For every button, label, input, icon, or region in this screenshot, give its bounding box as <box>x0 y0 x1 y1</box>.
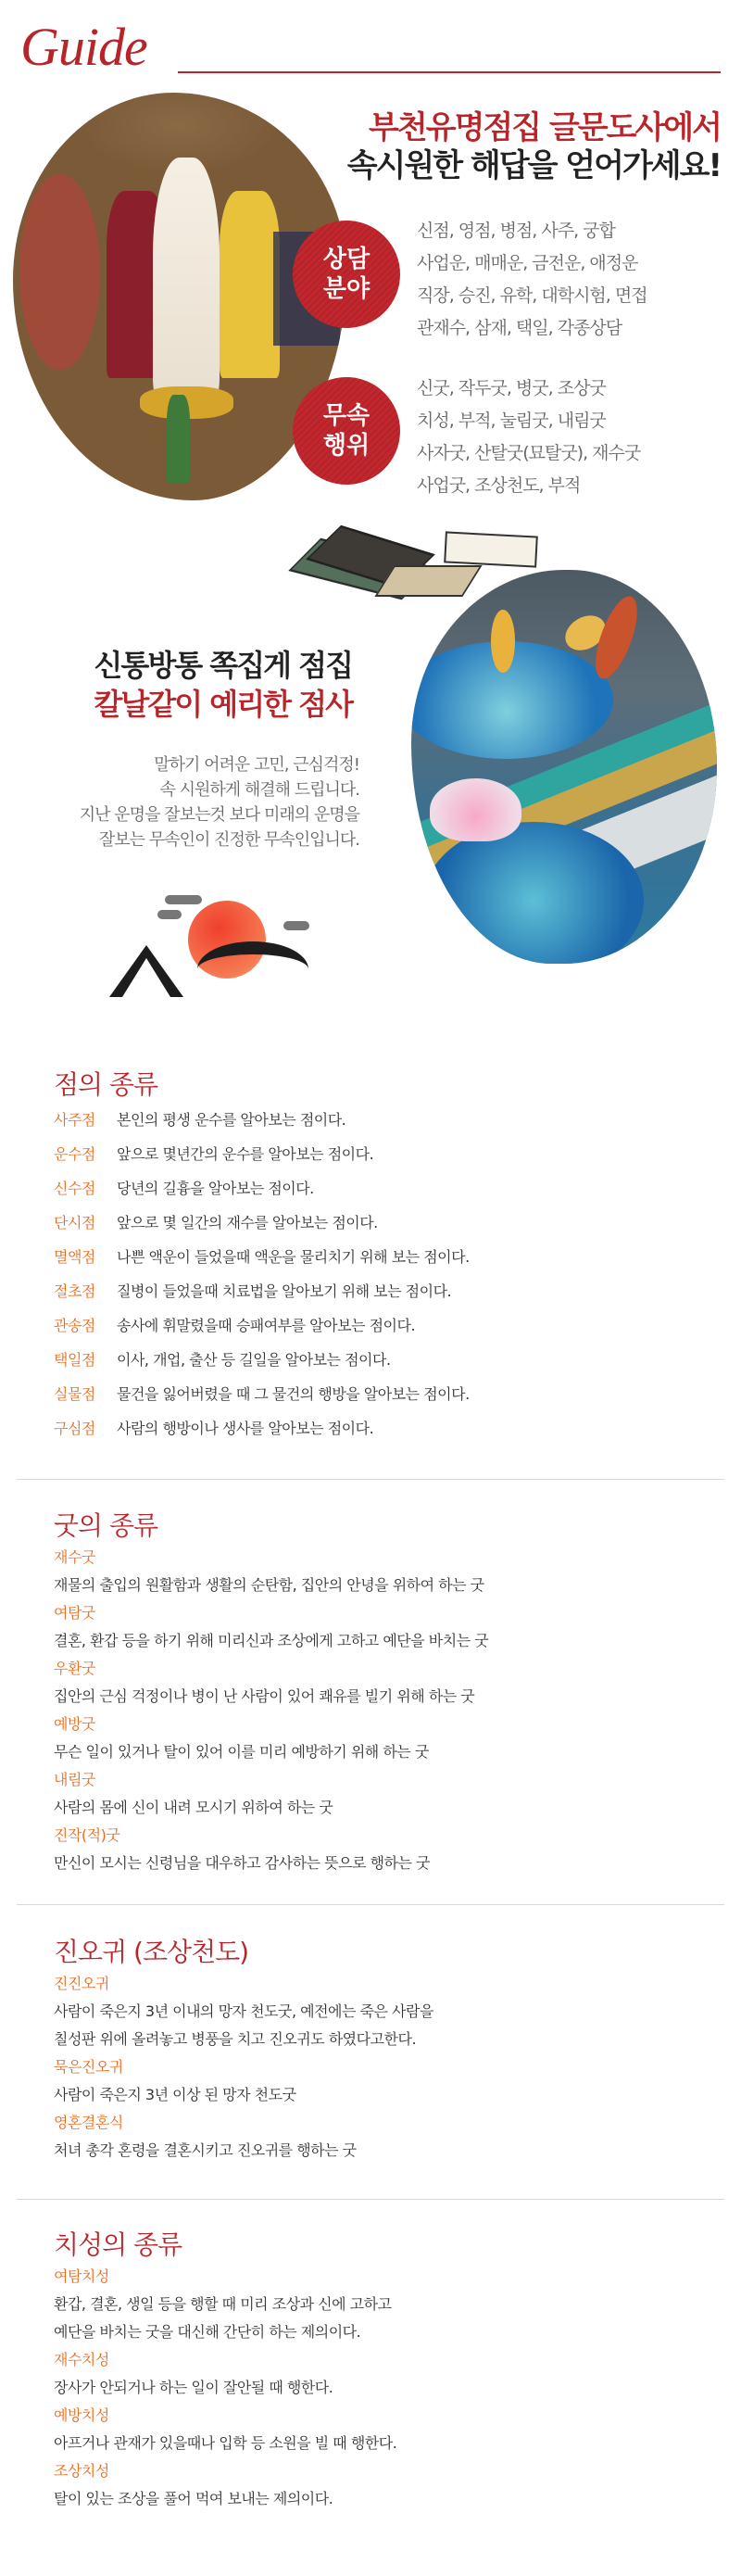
item-desc: 질병이 들었을때 치료법을 알아보기 위해 보는 점이다. <box>117 1282 452 1300</box>
item-desc: 장사가 안되거나 하는 일이 잘안될 때 행한다. <box>54 2378 333 2396</box>
intro-title-line2: 칼날같이 예리한 점사 <box>94 686 352 722</box>
soju-bottle <box>167 395 190 485</box>
koi-fish <box>491 610 515 673</box>
ritual-item: 신굿, 작두굿, 병굿, 조상굿 <box>417 378 606 398</box>
ritual-item: 사업굿, 조상천도, 부적 <box>417 475 581 496</box>
item-desc: 앞으로 몇 일간의 재수를 알아보는 점이다. <box>117 1213 378 1231</box>
item-name: 진작(적)굿 <box>54 1825 120 1844</box>
item-name: 재수굿 <box>54 1547 95 1566</box>
koi-lotus-artwork-photo <box>411 570 717 964</box>
item-name: 구심점 <box>54 1419 95 1437</box>
intro-title <box>94 647 353 724</box>
cloud-icon <box>157 910 182 919</box>
list-item <box>54 1206 724 1240</box>
ritual-badge <box>293 377 400 485</box>
wall-painting-decoration <box>19 174 99 370</box>
guide-title: Guide <box>20 17 147 77</box>
item-name: 신수점 <box>54 1179 95 1197</box>
item-name: 예방치성 <box>54 2406 109 2424</box>
ritual-badge-line1: 무속 <box>322 401 370 430</box>
item-name: 사주점 <box>54 1110 95 1129</box>
section-title: 치성의 종류 <box>54 2229 182 2260</box>
list-item <box>54 1308 724 1343</box>
item-name: 예방굿 <box>54 1714 95 1733</box>
list-item <box>54 1171 724 1206</box>
item-name: 운수점 <box>54 1144 95 1163</box>
item-name: 조상치성 <box>54 2461 109 2480</box>
item-desc: 사람의 행방이나 생사를 알아보는 점이다. <box>117 1419 374 1437</box>
consult-item: 신점, 영점, 병점, 사주, 궁합 <box>417 221 615 241</box>
consult-field-badge <box>293 221 400 328</box>
painted-figure-yellow <box>220 191 280 378</box>
item-name: 관송점 <box>54 1316 95 1334</box>
intro-desc-line: 말하기 어려운 고민, 근심걱정! <box>154 755 359 775</box>
section-divider <box>17 1479 724 1480</box>
item-desc: 사람이 죽은지 3년 이내의 망자 천도굿, 예전에는 죽은 사람을 <box>54 2001 433 2020</box>
item-desc: 환갑, 결혼, 생일 등을 행할 때 미리 조상과 신에 고하고 <box>54 2294 392 2313</box>
item-name: 멸액점 <box>54 1247 95 1266</box>
item-name: 재수치성 <box>54 2350 109 2368</box>
list-item <box>54 1343 724 1377</box>
section-title: 점의 종류 <box>54 1069 158 1100</box>
item-name: 실물점 <box>54 1384 95 1403</box>
list-item <box>54 1377 724 1411</box>
intro-description <box>80 752 359 852</box>
item-desc: 집안의 근심 걱정이나 병이 난 사람이 있어 쾌유를 빌기 위해 하는 굿 <box>54 1686 475 1705</box>
cloud-icon <box>165 895 202 904</box>
ink-sun-mountain-illustration <box>109 890 322 1001</box>
section-title: 굿의 종류 <box>54 1510 158 1541</box>
item-desc: 사람의 몸에 신이 내려 모시기 위하여 하는 굿 <box>54 1798 333 1816</box>
item-name: 진진오귀 <box>54 1974 109 1992</box>
ink-mountain-right <box>197 941 308 997</box>
hero-title-line2: 속시원한 해답을 얻어가세요! <box>346 146 721 184</box>
title-underline <box>178 71 721 73</box>
item-desc: 당년의 길흉을 알아보는 점이다. <box>117 1179 314 1197</box>
item-desc: 처녀 총각 혼령을 결혼시키고 진오귀를 행하는 굿 <box>54 2140 357 2159</box>
lotus-flower <box>430 778 521 841</box>
consult-field-list <box>417 215 647 345</box>
item-desc: 본인의 평생 운수를 알아보는 점이다. <box>117 1110 346 1129</box>
ritual-badge-line2: 행위 <box>322 432 370 460</box>
item-desc: 송사에 휘말렸을때 승패여부를 알아보는 점이다. <box>117 1316 416 1334</box>
item-name: 우환굿 <box>54 1659 95 1677</box>
item-name: 절초점 <box>54 1282 95 1300</box>
section-title: 진오귀 (조상천도) <box>54 1937 249 1967</box>
chiseong-types-section <box>54 2229 724 2513</box>
intro-title-line1: 신통방통 쪽집게 점집 <box>94 648 352 683</box>
fortune-types-section <box>54 1069 724 1446</box>
list-item <box>54 1137 724 1171</box>
item-name: 영혼결혼식 <box>54 2113 123 2131</box>
item-desc: 탈이 있는 조상을 풀어 먹여 보내는 제의이다. <box>54 2489 333 2507</box>
item-desc: 이사, 개업, 출산 등 길일을 알아보는 점이다. <box>117 1350 391 1369</box>
list-item <box>54 1103 724 1137</box>
item-name: 묵은진오귀 <box>54 2057 123 2076</box>
item-desc: 재물의 출입의 원활함과 생활의 순탄함, 집안의 안녕을 위하여 하는 굿 <box>54 1575 484 1594</box>
item-desc: 나쁜 액운이 들었을때 액운을 물리치기 위해 보는 점이다. <box>117 1247 470 1266</box>
section-divider <box>17 2199 724 2200</box>
intro-desc-line: 잘보는 무속인이 진정한 무속인입니다. <box>98 830 359 850</box>
item-name: 단시점 <box>54 1213 95 1231</box>
intro-desc-line: 지난 운명을 잘보는것 보다 미래의 운명을 <box>79 805 359 825</box>
item-desc: 예단을 바치는 굿을 대신해 간단히 하는 제의이다. <box>54 2322 361 2341</box>
consult-item: 관재수, 삼재, 택일, 각종상담 <box>417 318 622 338</box>
item-name: 택일점 <box>54 1350 95 1369</box>
list-item <box>54 1274 724 1308</box>
cloud-icon <box>283 921 309 930</box>
item-desc: 아프거나 관재가 있을때나 입학 등 소원을 빌 때 행한다. <box>54 2433 397 2452</box>
jinogwi-section <box>54 1937 724 2165</box>
sage-statue <box>153 158 220 402</box>
ritual-list <box>417 373 640 502</box>
list-item <box>54 1240 724 1274</box>
consult-item: 직장, 승진, 유학, 대학시험, 면접 <box>417 285 647 306</box>
hero-title <box>347 109 721 185</box>
item-desc: 물건을 잃어버렸을 때 그 물건의 행방을 알아보는 점이다. <box>117 1384 470 1403</box>
hero-title-line1: 부천유명점집 글문도사에서 <box>369 109 721 146</box>
item-desc: 만신이 모시는 신령님을 대우하고 감사하는 뜻으로 행하는 굿 <box>54 1853 431 1872</box>
scroll-paper <box>444 531 538 567</box>
ritual-item: 사자굿, 산탈굿(묘탈굿), 재수굿 <box>417 443 641 463</box>
item-name: 여탐굿 <box>54 1603 95 1622</box>
intro-desc-line: 속 시원하게 해결해 드립니다. <box>159 780 359 800</box>
item-name: 여탐치성 <box>54 2267 109 2285</box>
item-name: 내림굿 <box>54 1770 95 1788</box>
list-item <box>54 1411 724 1446</box>
ritual-item: 치성, 부적, 눌림굿, 내림굿 <box>417 410 606 431</box>
consult-item: 사업운, 매매운, 금전운, 애정운 <box>417 253 638 273</box>
gut-types-section <box>54 1510 724 1877</box>
item-desc: 칠성판 위에 올려놓고 병풍을 치고 진오귀도 하였다고한다. <box>54 2029 417 2048</box>
item-desc: 앞으로 몇년간의 운수를 알아보는 점이다. <box>117 1144 374 1163</box>
book-stack <box>374 565 482 597</box>
item-desc: 결혼, 환갑 등을 하기 위해 미리신과 조상에게 고하고 예단을 바치는 굿 <box>54 1631 489 1649</box>
item-desc: 무슨 일이 있거나 탈이 있어 이를 미리 예방하기 위해 하는 굿 <box>54 1742 429 1761</box>
ink-mountain-left <box>109 945 183 997</box>
consult-badge-line1: 상담 <box>322 245 370 273</box>
section-divider <box>17 1904 724 1905</box>
item-desc: 사람이 죽은지 3년 이상 된 망자 천도굿 <box>54 2085 296 2103</box>
consult-badge-line2: 분야 <box>322 275 370 303</box>
